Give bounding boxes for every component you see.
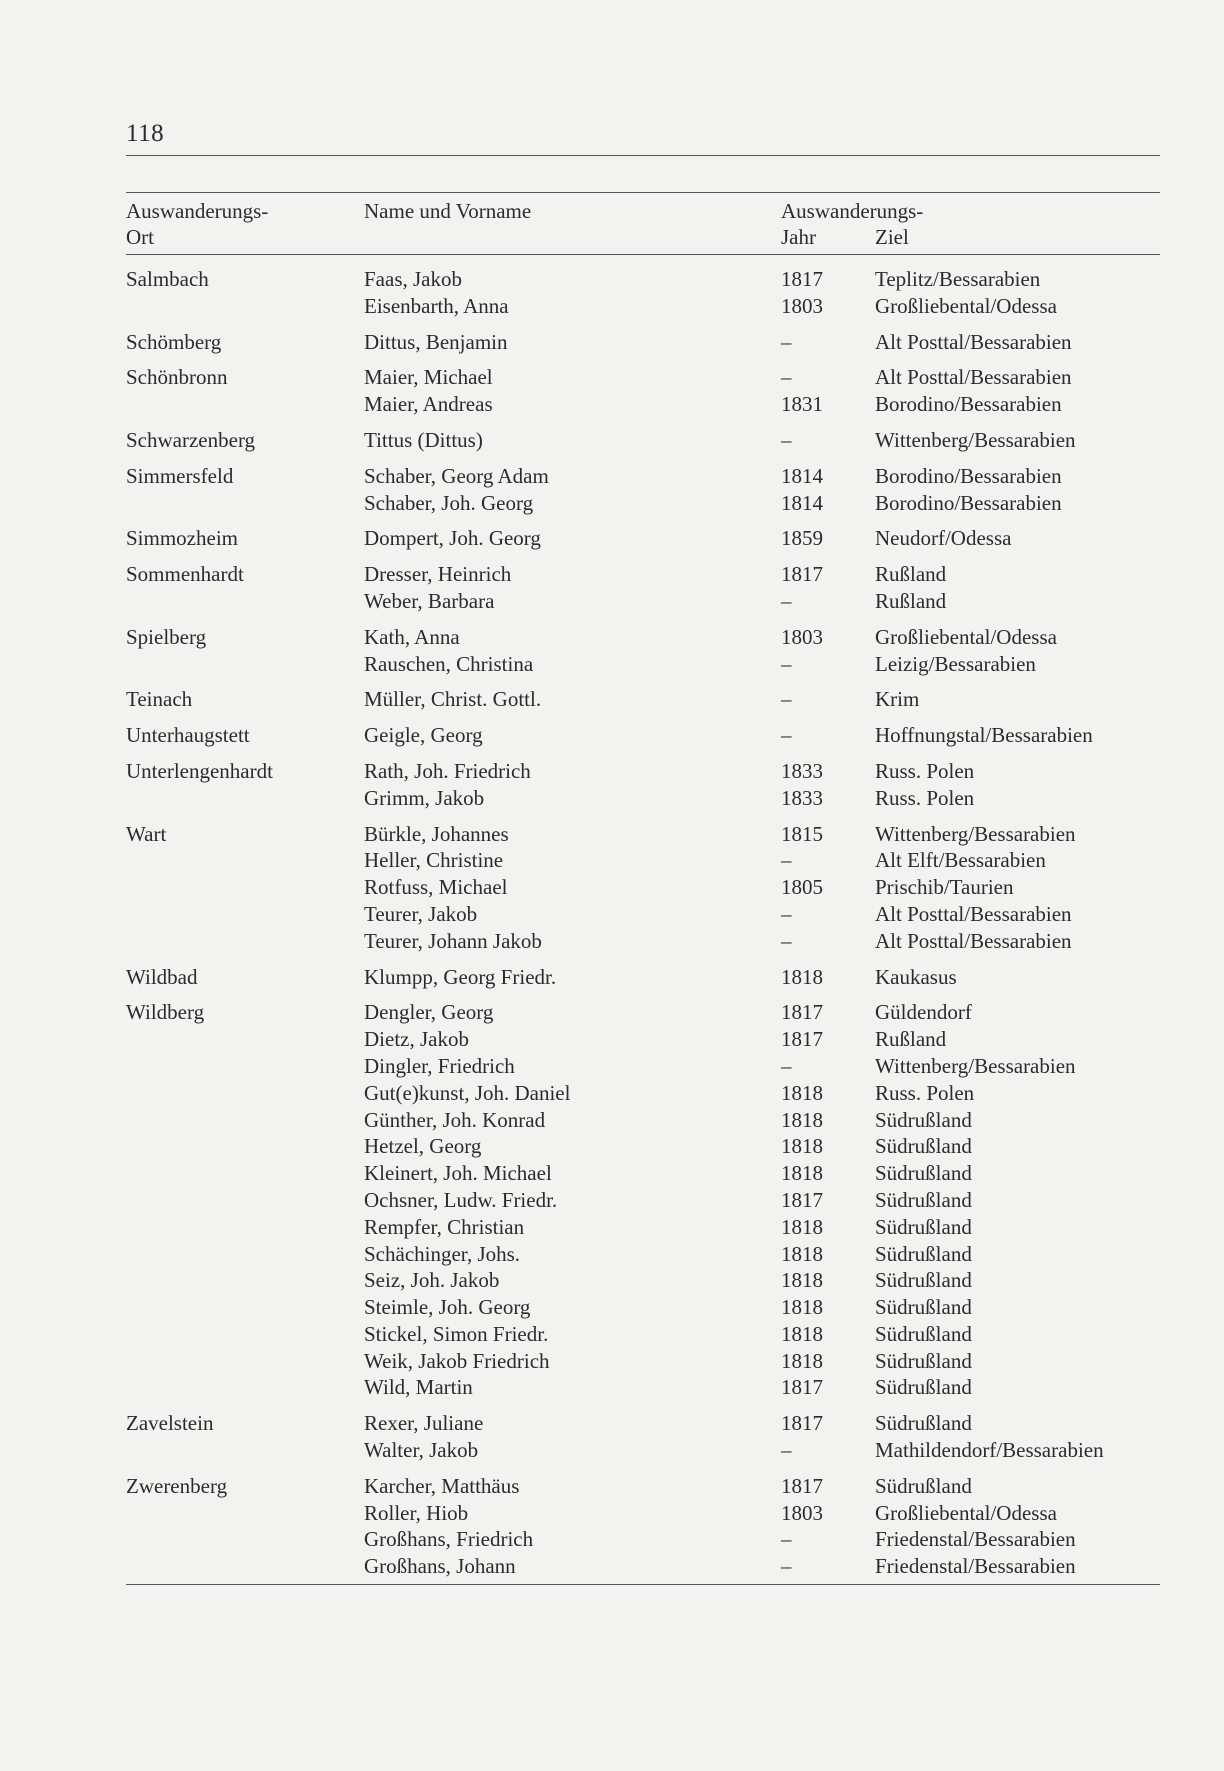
name-cell: Dengler, Georg xyxy=(364,1000,494,1025)
year-cell: 1818 xyxy=(781,1268,823,1293)
header-place-line1: Auswanderungs- xyxy=(126,199,269,223)
header-name: Name und Vorname xyxy=(364,199,532,223)
table-row xyxy=(0,1133,1224,1160)
name-cell: Kath, Anna xyxy=(364,624,460,649)
name-cell: Schächinger, Johs. xyxy=(364,1241,521,1266)
year-cell: – xyxy=(781,723,792,748)
place-group xyxy=(0,821,1224,955)
name-cell: Grimm, Jakob xyxy=(364,785,485,810)
destination-cell: Russ. Polen xyxy=(875,758,975,783)
table-row xyxy=(0,1348,1224,1375)
table-row xyxy=(0,624,1224,651)
year-cell: 1803 xyxy=(781,624,823,649)
table-row xyxy=(0,1026,1224,1053)
name-cell: Dompert, Joh. Georg xyxy=(364,526,541,551)
year-cell: – xyxy=(781,588,792,613)
name-cell: Rotfuss, Michael xyxy=(364,875,508,900)
header-destination: Ziel xyxy=(875,225,909,249)
table-row xyxy=(0,928,1224,955)
destination-cell: Südrußland xyxy=(875,1134,972,1159)
name-cell: Seiz, Joh. Jakob xyxy=(364,1268,500,1293)
year-cell: 1833 xyxy=(781,785,823,810)
table-row xyxy=(0,293,1224,320)
table-row xyxy=(0,785,1224,812)
year-cell: 1818 xyxy=(781,1214,823,1239)
year-cell: 1817 xyxy=(781,562,823,587)
year-cell: 1817 xyxy=(781,267,823,291)
place-group xyxy=(0,427,1224,454)
year-cell: – xyxy=(781,365,792,390)
destination-cell: Borodino/Bessarabien xyxy=(875,463,1062,488)
table-row xyxy=(0,588,1224,615)
year-cell: 1859 xyxy=(781,526,823,551)
name-cell: Roller, Hiob xyxy=(364,1500,469,1525)
name-cell: Dietz, Jakob xyxy=(364,1027,469,1052)
destination-cell: Wittenberg/Bessarabien xyxy=(875,1053,1076,1078)
place-group xyxy=(0,329,1224,356)
name-cell: Großhans, Johann xyxy=(364,1554,516,1579)
destination-cell: Wittenberg/Bessarabien xyxy=(875,427,1076,452)
place-cell: Zwerenberg xyxy=(126,1473,228,1498)
place-cell: Simmersfeld xyxy=(126,463,234,488)
table-row xyxy=(0,1473,1224,1500)
name-cell: Stickel, Simon Friedr. xyxy=(364,1321,549,1346)
name-cell: Karcher, Matthäus xyxy=(364,1473,520,1498)
year-cell: 1818 xyxy=(781,1321,823,1346)
year-cell: – xyxy=(781,1527,792,1552)
place-cell: Teinach xyxy=(126,687,193,712)
name-cell: Kleinert, Joh. Michael xyxy=(364,1161,552,1186)
year-cell: – xyxy=(781,1554,792,1579)
place-group xyxy=(0,624,1224,678)
destination-cell: Rußland xyxy=(875,562,947,587)
table-row xyxy=(0,561,1224,588)
destination-cell: Krim xyxy=(875,687,920,712)
table-row xyxy=(0,490,1224,517)
table-row xyxy=(0,999,1224,1026)
name-cell: Heller, Christine xyxy=(364,848,504,873)
place-cell: Unterlengenhardt xyxy=(126,758,273,783)
emigration-table-body xyxy=(0,266,1224,1589)
table-header-bottom-rule xyxy=(126,254,1160,255)
place-group xyxy=(0,722,1224,749)
name-cell: Rexer, Juliane xyxy=(364,1411,484,1436)
place-cell: Wildbad xyxy=(126,964,198,989)
name-cell: Ochsner, Ludw. Friedr. xyxy=(364,1187,558,1212)
place-group xyxy=(0,561,1224,615)
name-cell: Tittus (Dittus) xyxy=(364,427,483,452)
destination-cell: Leizig/Bessarabien xyxy=(875,651,1036,676)
place-group xyxy=(0,266,1224,320)
header-year: Jahr xyxy=(781,225,816,249)
destination-cell: Südrußland xyxy=(875,1411,972,1436)
year-cell: 1818 xyxy=(781,1348,823,1373)
destination-cell: Südrußland xyxy=(875,1321,972,1346)
name-cell: Hetzel, Georg xyxy=(364,1134,482,1159)
name-cell: Walter, Jakob xyxy=(364,1438,479,1463)
table-row xyxy=(0,874,1224,901)
name-cell: Müller, Christ. Gottl. xyxy=(364,687,542,712)
table-row xyxy=(0,686,1224,713)
destination-cell: Alt Posttal/Bessarabien xyxy=(875,928,1072,953)
place-group xyxy=(0,964,1224,991)
name-cell: Schaber, Joh. Georg xyxy=(364,490,534,515)
place-group xyxy=(0,686,1224,713)
destination-cell: Teplitz/Bessarabien xyxy=(875,267,1041,291)
year-cell: 1817 xyxy=(781,1000,823,1025)
year-cell: – xyxy=(781,687,792,712)
year-cell: – xyxy=(781,901,792,926)
destination-cell: Russ. Polen xyxy=(875,785,975,810)
year-cell: – xyxy=(781,1438,792,1463)
name-cell: Teurer, Johann Jakob xyxy=(364,928,542,953)
table-row xyxy=(0,1437,1224,1464)
table-row xyxy=(0,1160,1224,1187)
table-row xyxy=(0,463,1224,490)
destination-cell: Borodino/Bessarabien xyxy=(875,392,1062,417)
place-cell: Simmozheim xyxy=(126,526,238,551)
place-group xyxy=(0,364,1224,418)
destination-cell: Hoffnungstal/Bessarabien xyxy=(875,723,1093,748)
place-group xyxy=(0,758,1224,812)
destination-cell: Alt Posttal/Bessarabien xyxy=(875,901,1072,926)
year-cell: 1818 xyxy=(781,1241,823,1266)
name-cell: Weber, Barbara xyxy=(364,588,495,613)
table-row xyxy=(0,1187,1224,1214)
name-cell: Klumpp, Georg Friedr. xyxy=(364,964,557,989)
name-cell: Wild, Martin xyxy=(364,1375,473,1400)
destination-cell: Rußland xyxy=(875,1027,947,1052)
year-cell: 1818 xyxy=(781,1080,823,1105)
table-row xyxy=(0,1553,1224,1580)
destination-cell: Südrußland xyxy=(875,1375,972,1400)
table-row xyxy=(0,964,1224,991)
name-cell: Rath, Joh. Friedrich xyxy=(364,758,531,783)
destination-cell: Südrußland xyxy=(875,1348,972,1373)
place-cell: Wart xyxy=(126,821,167,846)
place-cell: Schömberg xyxy=(126,329,222,354)
table-row xyxy=(0,364,1224,391)
year-cell: 1817 xyxy=(781,1411,823,1436)
year-cell: 1818 xyxy=(781,1161,823,1186)
table-row xyxy=(0,901,1224,928)
bottom-rule xyxy=(126,1584,1160,1585)
year-cell: 1818 xyxy=(781,1107,823,1132)
place-cell: Wildberg xyxy=(126,1000,205,1025)
name-cell: Faas, Jakob xyxy=(364,267,462,291)
destination-cell: Prischib/Taurien xyxy=(875,875,1014,900)
name-cell: Maier, Michael xyxy=(364,365,493,390)
table-row xyxy=(0,821,1224,848)
name-cell: Dresser, Heinrich xyxy=(364,562,512,587)
table-row xyxy=(0,1321,1224,1348)
destination-cell: Südrußland xyxy=(875,1268,972,1293)
year-cell: 1805 xyxy=(781,875,823,900)
year-cell: 1818 xyxy=(781,964,823,989)
header-emigration-line1: Auswanderungs- xyxy=(781,199,924,223)
table-row xyxy=(0,266,1224,293)
table-row xyxy=(0,391,1224,418)
table-header-top-rule xyxy=(126,192,1160,193)
year-cell: 1831 xyxy=(781,392,823,417)
table-row xyxy=(0,1374,1224,1401)
year-cell: 1814 xyxy=(781,490,823,515)
destination-cell: Rußland xyxy=(875,588,947,613)
name-cell: Teurer, Jakob xyxy=(364,901,478,926)
header-place-line2: Ort xyxy=(126,225,154,249)
year-cell: 1833 xyxy=(781,758,823,783)
table-row xyxy=(0,651,1224,678)
place-cell: Schönbronn xyxy=(126,365,228,390)
table-row xyxy=(0,329,1224,356)
year-cell: 1817 xyxy=(781,1187,823,1212)
table-row xyxy=(0,525,1224,552)
year-cell: 1803 xyxy=(781,1500,823,1525)
year-cell: 1818 xyxy=(781,1295,823,1320)
destination-cell: Alt Posttal/Bessarabien xyxy=(875,365,1072,390)
destination-cell: Südrußland xyxy=(875,1241,972,1266)
table-row xyxy=(0,1267,1224,1294)
destination-cell: Russ. Polen xyxy=(875,1080,975,1105)
place-group xyxy=(0,525,1224,552)
place-cell: Spielberg xyxy=(126,624,207,649)
table-row xyxy=(0,847,1224,874)
destination-cell: Südrußland xyxy=(875,1214,972,1239)
destination-cell: Borodino/Bessarabien xyxy=(875,490,1062,515)
year-cell: 1817 xyxy=(781,1027,823,1052)
name-cell: Dittus, Benjamin xyxy=(364,329,508,354)
table-row xyxy=(0,1241,1224,1268)
destination-cell: Großliebental/Odessa xyxy=(875,1500,1057,1525)
year-cell: 1818 xyxy=(781,1134,823,1159)
year-cell: – xyxy=(781,329,792,354)
year-cell: 1803 xyxy=(781,293,823,318)
name-cell: Geigle, Georg xyxy=(364,723,483,748)
year-cell: – xyxy=(781,427,792,452)
destination-cell: Kaukasus xyxy=(875,964,957,989)
table-row xyxy=(0,1294,1224,1321)
name-cell: Bürkle, Johannes xyxy=(364,821,509,846)
year-cell: – xyxy=(781,848,792,873)
destination-cell: Alt Elft/Bessarabien xyxy=(875,848,1046,873)
destination-cell: Alt Posttal/Bessarabien xyxy=(875,329,1072,354)
place-group xyxy=(0,999,1224,1401)
place-cell: Schwarzenberg xyxy=(126,427,256,452)
name-cell: Steimle, Joh. Georg xyxy=(364,1295,531,1320)
destination-cell: Großliebental/Odessa xyxy=(875,624,1057,649)
place-cell: Zavelstein xyxy=(126,1411,214,1436)
name-cell: Rauschen, Christina xyxy=(364,651,534,676)
name-cell: Rempfer, Christian xyxy=(364,1214,525,1239)
name-cell: Gut(e)kunst, Joh. Daniel xyxy=(364,1080,571,1105)
year-cell: 1817 xyxy=(781,1473,823,1498)
page-number: 118 xyxy=(126,120,165,147)
place-cell: Unterhaugstett xyxy=(126,723,250,748)
destination-cell: Friedenstal/Bessarabien xyxy=(875,1527,1076,1552)
destination-cell: Wittenberg/Bessarabien xyxy=(875,821,1076,846)
name-cell: Günther, Joh. Konrad xyxy=(364,1107,546,1132)
table-row xyxy=(0,427,1224,454)
year-cell: – xyxy=(781,928,792,953)
name-cell: Großhans, Friedrich xyxy=(364,1527,534,1552)
table-row xyxy=(0,1500,1224,1527)
destination-cell: Südrußland xyxy=(875,1107,972,1132)
top-rule xyxy=(126,155,1160,156)
destination-cell: Südrußland xyxy=(875,1187,972,1212)
place-cell: Sommenhardt xyxy=(126,562,244,587)
place-group xyxy=(0,463,1224,517)
year-cell: – xyxy=(781,1053,792,1078)
table-row xyxy=(0,722,1224,749)
destination-cell: Mathildendorf/Bessarabien xyxy=(875,1438,1104,1463)
table-row xyxy=(0,1053,1224,1080)
name-cell: Eisenbarth, Anna xyxy=(364,293,509,318)
destination-cell: Friedenstal/Bessarabien xyxy=(875,1554,1076,1579)
year-cell: – xyxy=(781,651,792,676)
place-group xyxy=(0,1473,1224,1580)
table-row xyxy=(0,1080,1224,1107)
destination-cell: Großliebental/Odessa xyxy=(875,293,1057,318)
table-row xyxy=(0,1107,1224,1134)
table-row xyxy=(0,1214,1224,1241)
name-cell: Schaber, Georg Adam xyxy=(364,463,549,488)
place-cell: Salmbach xyxy=(126,267,209,291)
destination-cell: Neudorf/Odessa xyxy=(875,526,1012,551)
destination-cell: Güldendorf xyxy=(875,1000,972,1025)
table-row xyxy=(0,1410,1224,1437)
place-group xyxy=(0,1410,1224,1464)
name-cell: Maier, Andreas xyxy=(364,392,493,417)
name-cell: Dingler, Friedrich xyxy=(364,1053,515,1078)
year-cell: 1814 xyxy=(781,463,823,488)
year-cell: 1815 xyxy=(781,821,823,846)
name-cell: Weik, Jakob Friedrich xyxy=(364,1348,550,1373)
destination-cell: Südrußland xyxy=(875,1473,972,1498)
year-cell: 1817 xyxy=(781,1375,823,1400)
table-row xyxy=(0,1526,1224,1553)
destination-cell: Südrußland xyxy=(875,1161,972,1186)
destination-cell: Südrußland xyxy=(875,1295,972,1320)
table-row xyxy=(0,758,1224,785)
